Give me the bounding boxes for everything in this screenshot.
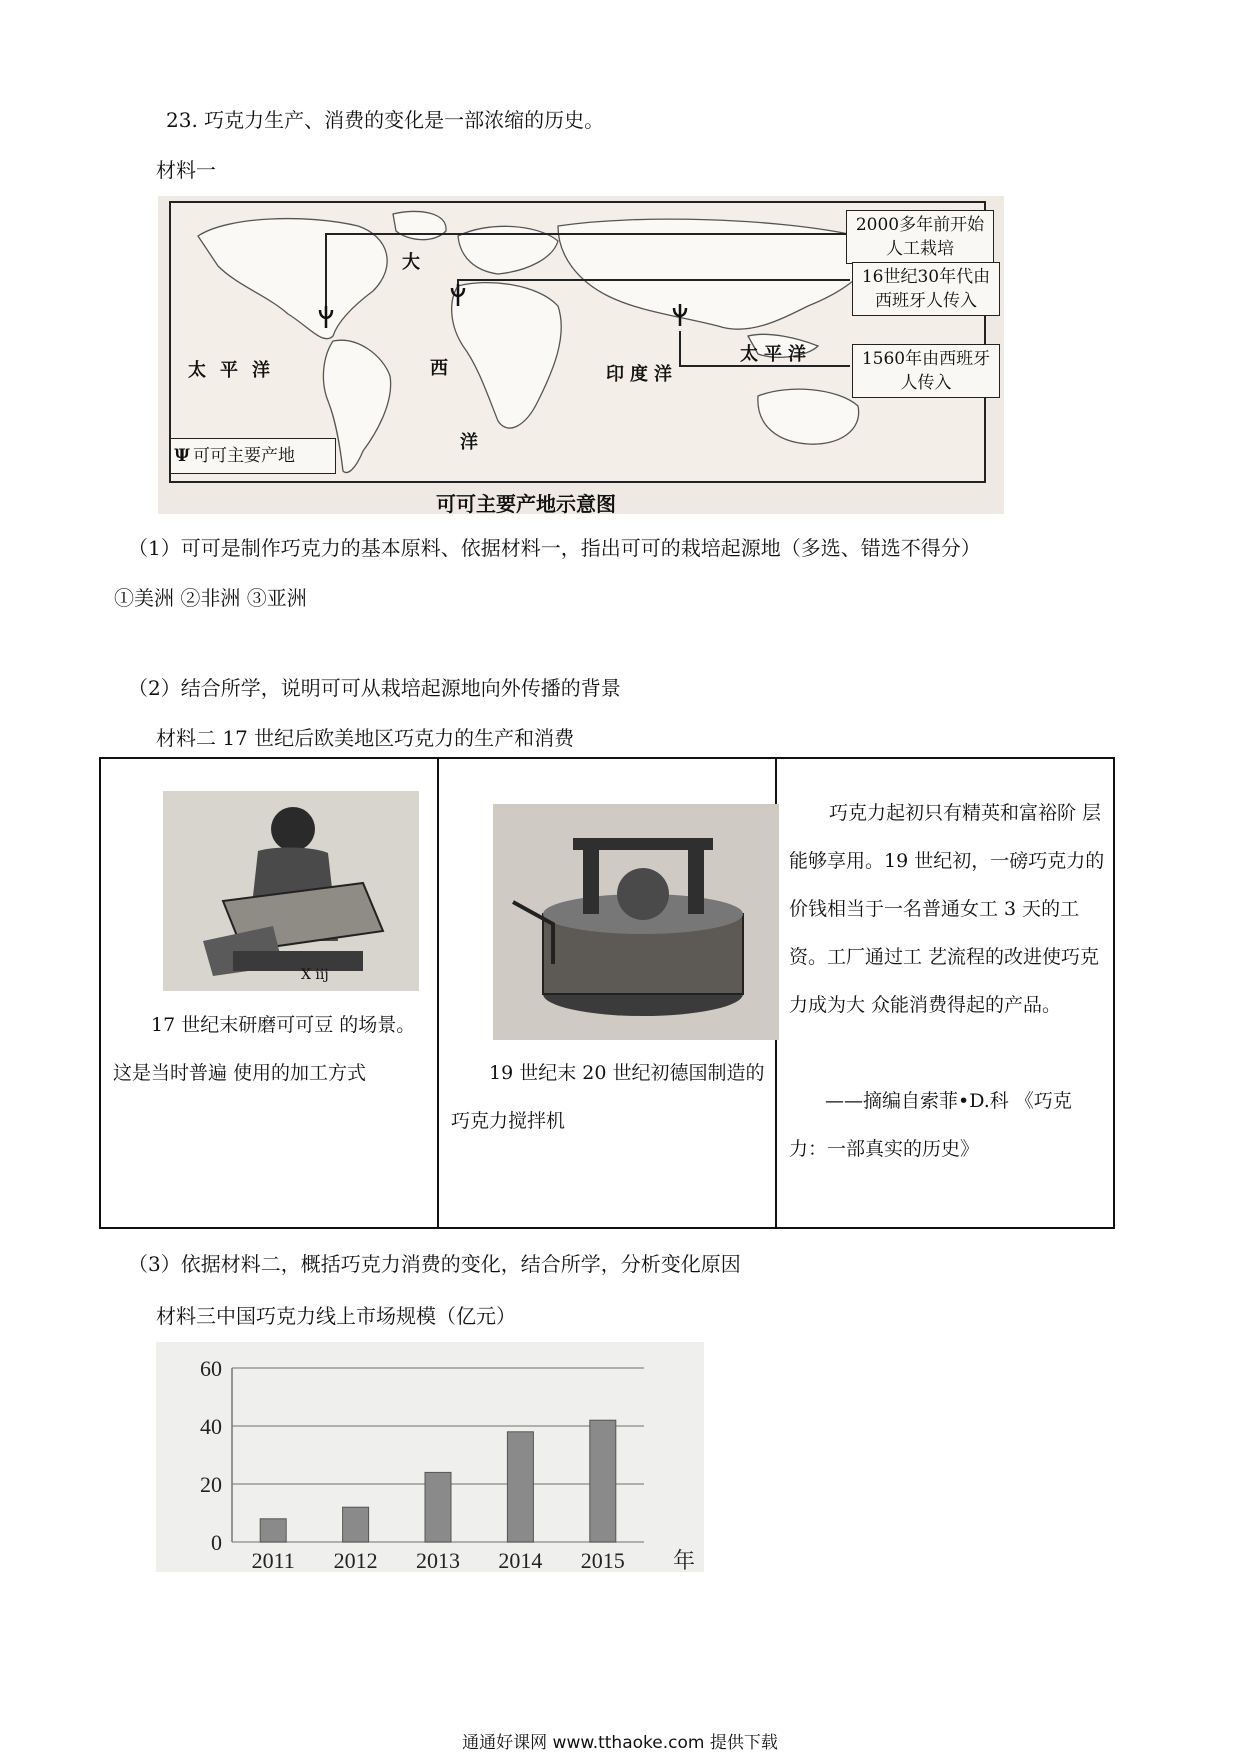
consumption-text: 巧克力起初只有精英和富裕阶 层能够享用。19 世纪初，一磅巧克力的价钱相当于一名普通女工 3 天的工资。工厂通过工 艺流程的改进使巧克力成为大 众能消费得起的产品。 bbox=[789, 802, 1105, 1016]
x-tick-label: 2012 bbox=[333, 1548, 378, 1572]
label-atlantic-3: 洋 bbox=[460, 432, 492, 453]
chart-area bbox=[156, 1342, 704, 1572]
callout-africa: 16世纪30年代由西班牙人传入 bbox=[852, 262, 1000, 316]
callout-origin: 2000多年前开始人工栽培 bbox=[846, 210, 994, 264]
illustration-mark: X iij bbox=[301, 967, 329, 983]
mixer-caption: 19 世纪末 20 世纪初德国制造的巧克力搅拌机 bbox=[451, 1062, 765, 1132]
question-1-options: ①美洲 ②非洲 ③亚洲 bbox=[114, 586, 307, 610]
chocolate-mixer-photo bbox=[493, 804, 779, 1040]
map-caption: 可可主要产地示意图 bbox=[436, 492, 616, 516]
label-pacific-right: 太平洋 bbox=[740, 344, 812, 365]
x-axis-label: 年 bbox=[672, 1548, 696, 1572]
y-tick-label: 20 bbox=[200, 1472, 222, 1497]
material2-cell-grinding bbox=[100, 758, 438, 1228]
material2-table bbox=[99, 757, 1115, 1229]
question-title: 23. 巧克力生产、消费的变化是一部浓缩的历史。 bbox=[166, 108, 605, 132]
map-legend bbox=[170, 438, 336, 474]
bar bbox=[425, 1472, 451, 1542]
question-2: （2）结合所学，说明可可从栽培起源地向外传播的背景 bbox=[128, 676, 621, 700]
label-atlantic-1: 大 bbox=[402, 252, 434, 273]
material2-label: 材料二 17 世纪后欧美地区巧克力的生产和消费 bbox=[156, 726, 575, 750]
label-atlantic-2: 西 bbox=[430, 358, 462, 379]
bar bbox=[343, 1507, 369, 1542]
label-indian-ocean: 印度洋 bbox=[606, 364, 678, 385]
y-tick-label: 0 bbox=[211, 1530, 222, 1555]
page-footer: 通通好课网 www.tthaoke.com 提供下载 bbox=[462, 1733, 778, 1753]
grinding-caption: 17 世纪末研磨可可豆 的场景。这是当时普遍 使用的加工方式 bbox=[113, 1014, 416, 1084]
question-3: （3）依据材料二，概括巧克力消费的变化，结合所学，分析变化原因 bbox=[128, 1252, 741, 1276]
material2-cell-mixer bbox=[438, 758, 776, 1228]
bar bbox=[260, 1519, 286, 1542]
question-1: （1）可可是制作巧克力的基本原料、依据材料一，指出可可的栽培起源地（多选、错选不得分） bbox=[128, 536, 981, 560]
consumption-source: ——摘编自索菲•D.科 《巧克力：一部真实的历史》 bbox=[789, 1090, 1072, 1160]
material2-cell-text bbox=[776, 758, 1114, 1228]
x-tick-label: 2011 bbox=[251, 1548, 295, 1572]
market-size-chart bbox=[156, 1342, 704, 1572]
x-tick-label: 2013 bbox=[416, 1548, 460, 1572]
bar bbox=[507, 1432, 533, 1542]
material1-label: 材料一 bbox=[156, 158, 216, 182]
cocoa-legend-icon: Ψ bbox=[174, 446, 190, 466]
y-tick-label: 40 bbox=[200, 1414, 222, 1439]
grinding-cocoa-illustration bbox=[163, 791, 419, 991]
bar bbox=[590, 1420, 616, 1542]
material3-label: 材料三中国巧克力线上市场规模（亿元） bbox=[156, 1304, 516, 1328]
x-tick-label: 2015 bbox=[580, 1548, 625, 1572]
x-tick-label: 2014 bbox=[498, 1548, 543, 1572]
label-pacific-left: 太平洋 bbox=[188, 360, 284, 381]
legend-label: 可可主要产地 bbox=[193, 446, 295, 466]
y-tick-label: 60 bbox=[200, 1356, 222, 1381]
callout-asia: 1560年由西班牙人传入 bbox=[852, 344, 1000, 398]
